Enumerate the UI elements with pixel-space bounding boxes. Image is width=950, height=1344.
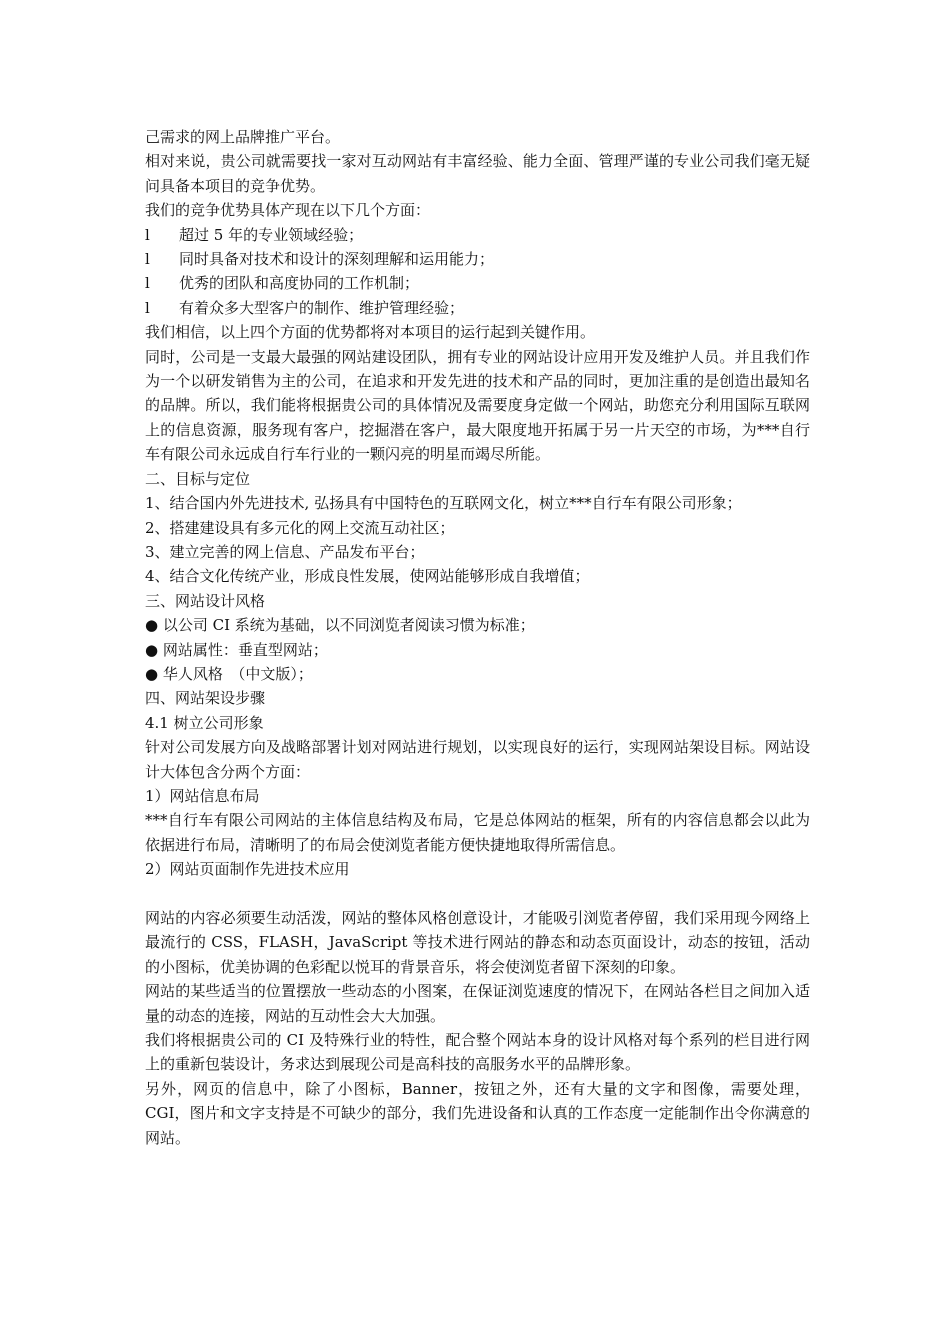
subsection-heading: 4.1 树立公司形象: [145, 713, 264, 732]
paragraph: 相对来说，贵公司就需要找一家对互动网站有丰富经验、能力全面、管理严谨的专业公司我们毫无疑问具备本项目的竞争优势。: [145, 152, 810, 195]
paragraph: 网站的内容必须要生动活泼，网站的整体风格创意设计，才能吸引浏览者停留，我们采用现今网络上最流行的 CSS，FLASH，JavaScript 等技术进行网站的静态和动态页面设计，动态的按钮，活动的小图标，优美协调的色彩配以悦耳的背景音乐，将会使浏览者留下深刻的印象。: [145, 908, 810, 976]
paragraph: 同时，公司是一支最大最强的网站建设团队，拥有专业的网站设计应用开发及维护人员。并且我们作为一个以研发销售为主的公司，在追求和开发先进的技术和产品的同时，更加注重的是创造出最知名的品牌。所以，我们能将根据贵公司的具体情况及需要度身定做一个网站，助您充分利用国际互联网上的信息资源，服务现有客户，挖掘潜在客户，最大限度地开拓属于另一片天空的市场，为***自行车有限公司永远成自行车行业的一颗闪亮的明星而竭尽所能。: [145, 347, 810, 464]
list-item: 2、搭建建设具有多元化的网上交流互动社区；: [145, 518, 455, 537]
bullet-text: 优秀的团队和高度协同的工作机制；: [179, 274, 420, 293]
paragraph: 网站的某些适当的位置摆放一些动态的小图案，在保证浏览速度的情况下，在网站各栏目之间加入适量的动态的连接，网站的互动性会大大加强。: [145, 982, 810, 1025]
paragraph: ***自行车有限公司网站的主体信息结构及布局，它是总体网站的框架，所有的内容信息都会以此为依据进行布局，清晰明了的布局会使浏览者能方便快捷地取得所需信息。: [145, 811, 810, 854]
list-item: 4、结合文化传统产业，形成良性发展，使网站能够形成自我增值；: [145, 567, 590, 586]
paragraph: 我们的竞争优势具体产现在以下几个方面：: [145, 201, 431, 220]
blank-line: [145, 882, 810, 906]
paragraph: 我们将根据贵公司的 CI 及特殊行业的特性，配合整个网站本身的设计风格对每个系列的栏目进行网上的重新包装设计，务求达到展现公司是高科技的高服务水平的品牌形象。: [145, 1031, 810, 1074]
paragraph: 针对公司发展方向及战略部署计划对网站进行规划，以实现良好的运行，实现网站架设目标。网站设计大体包含分两个方面：: [145, 738, 810, 781]
bullet-item: [145, 296, 810, 320]
bullet-mark: l: [145, 225, 150, 244]
section-heading: 三、网站设计风格: [145, 591, 266, 610]
section-heading: 四、网站架设步骤: [145, 689, 266, 708]
bullet-item: [145, 271, 810, 295]
section-heading: 二、目标与定位: [145, 469, 251, 488]
list-item: 3、建立完善的网上信息、产品发布平台；: [145, 542, 425, 561]
list-item: ● 以公司 CI 系统为基础，以不同浏览者阅读习惯为标准；: [145, 616, 535, 635]
paragraph: 己需求的网上品牌推广平台。: [145, 128, 341, 146]
bullet-text: 同时具备对技术和设计的深刻理解和运用能力；: [179, 250, 495, 269]
bullet-mark: l: [145, 298, 150, 317]
bullet-mark: l: [145, 250, 150, 269]
paragraph: 另外，网页的信息中，除了小图标，Banner，按钮之外，还有大量的文字和图像，需要处理，CGI，图片和文字支持是不可缺少的部分，我们先进设备和认真的工作态度一定能制作出令你满意的网站。: [145, 1079, 810, 1147]
paragraph: 我们相信，以上四个方面的优势都将对本项目的运行起到关键作用。: [145, 323, 596, 342]
bullet-item: [145, 247, 810, 271]
list-item: 1、结合国内外先进技术, 弘扬具有中国特色的互联网文化，树立***自行车有限公司形象；: [145, 494, 742, 513]
list-item: ● 华人风格 （中文版）；: [145, 664, 313, 683]
subheading: 1）网站信息布局: [145, 786, 260, 805]
document-body: [145, 125, 810, 1150]
bullet-text: 超过 5 年的专业领域经验；: [179, 225, 364, 244]
list-item: ● 网站属性：垂直型网站；: [145, 640, 328, 659]
bullet-item: [145, 223, 810, 247]
subheading: 2）网站页面制作先进技术应用: [145, 860, 350, 879]
bullet-mark: l: [145, 274, 150, 293]
bullet-text: 有着众多大型客户的制作、维护管理经验；: [179, 298, 465, 317]
